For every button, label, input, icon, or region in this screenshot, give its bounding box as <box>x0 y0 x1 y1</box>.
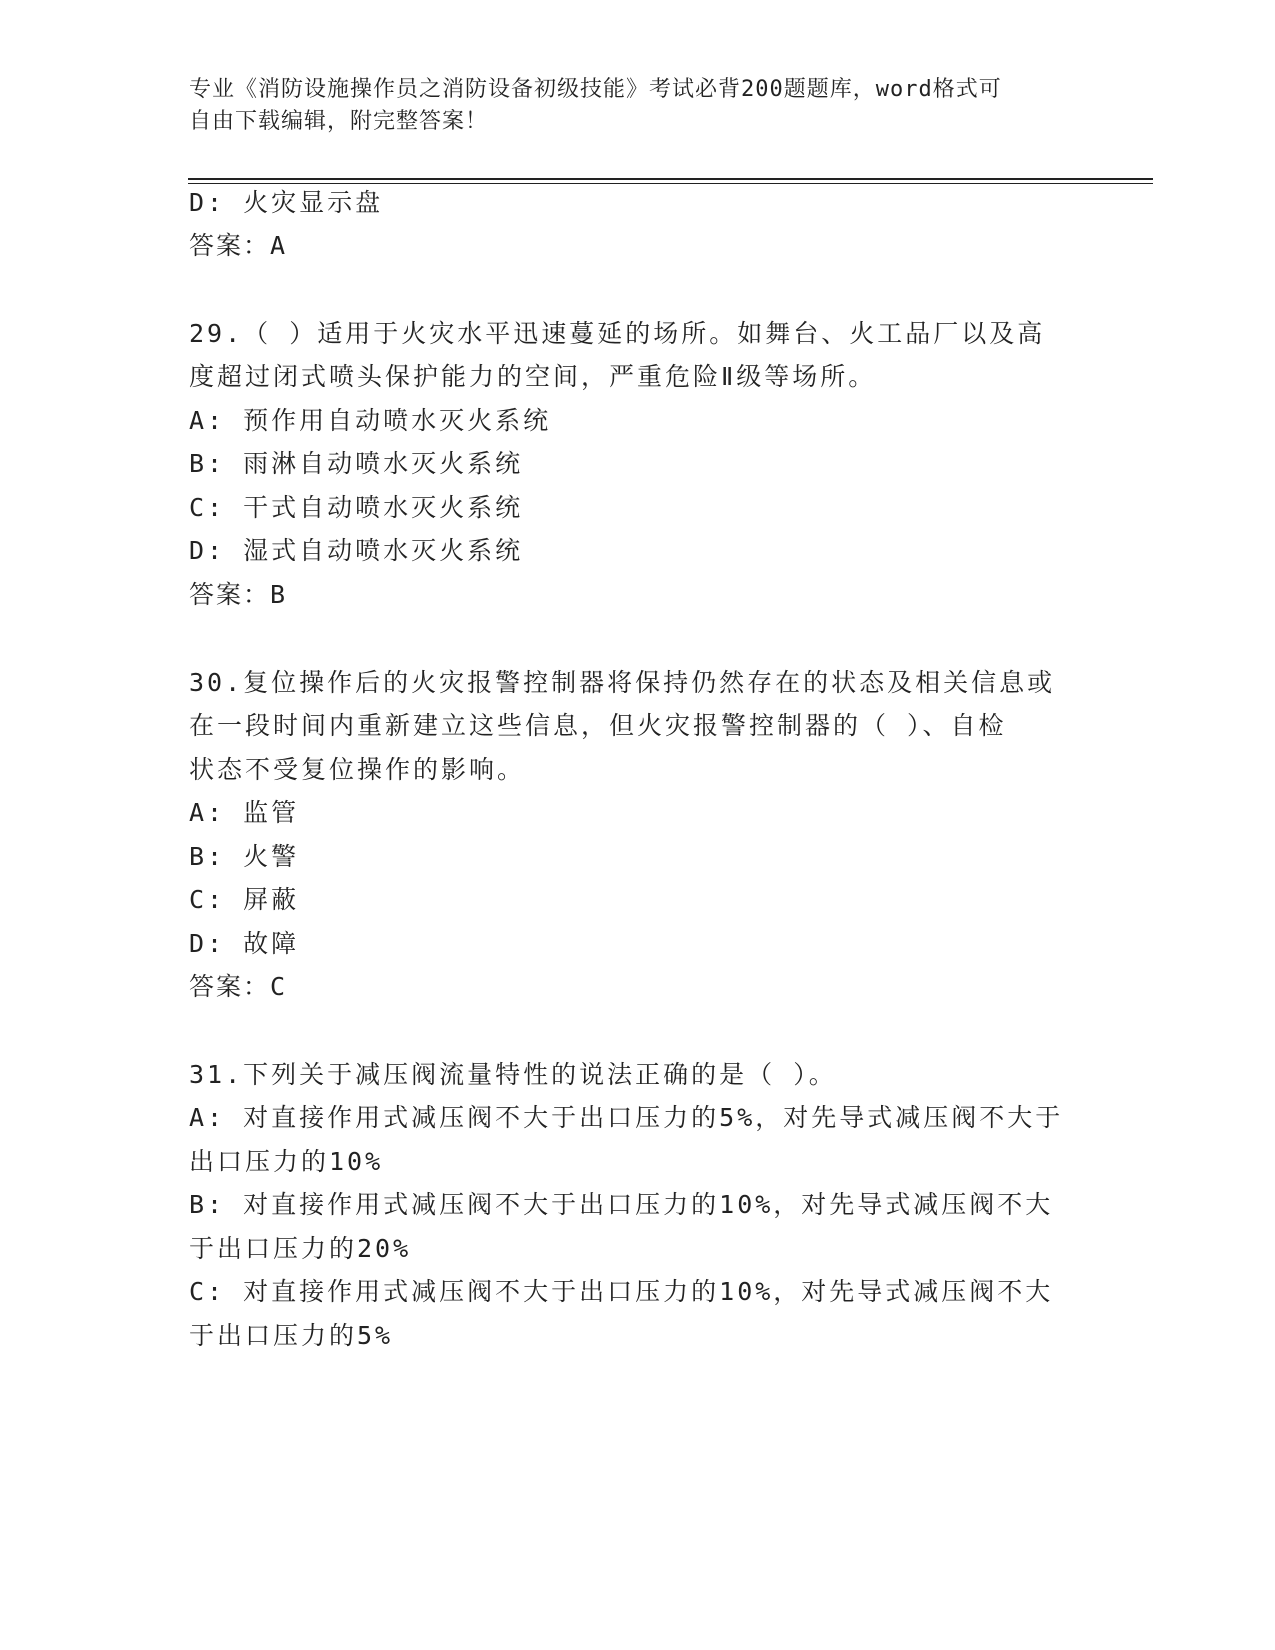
q30-stem-line-3: 状态不受复位操作的影响。 <box>189 755 526 784</box>
q30-stem-line-2: 在一段时间内重新建立这些信息，但火灾报警控制器的（ ）、自检 <box>189 711 1007 740</box>
q30-stem-line-1: 30.复位操作后的火灾报警控制器将保持仍然存在的状态及相关信息或 <box>189 668 1056 697</box>
q29-option-b: B: 雨淋自动喷水灭火系统 <box>189 449 524 478</box>
q29-stem-line-1: 29.（ ）适用于火灾水平迅速蔓延的场所。如舞台、火工品厂以及高 <box>189 319 1046 348</box>
header-divider-thick <box>188 178 1153 180</box>
header-divider-thin <box>188 183 1153 184</box>
q31-option-c-line-1: C: 对直接作用式减压阀不大于出口压力的10%，对先导式减压阀不大 <box>189 1277 1054 1306</box>
q31-option-b-line-1: B: 对直接作用式减压阀不大于出口压力的10%，对先导式减压阀不大 <box>189 1190 1054 1219</box>
prev-option-d: D: 火灾显示盘 <box>189 188 384 217</box>
header-line-1: 专业《消防设施操作员之消防设备初级技能》考试必背200题题库，word格式可 <box>189 77 1002 102</box>
q30-option-a: A: 监管 <box>189 798 300 827</box>
q29-answer: 答案：B <box>189 580 288 609</box>
q31-option-b-line-2: 于出口压力的20% <box>189 1234 412 1263</box>
q29-stem-line-2: 度超过闭式喷头保护能力的空间，严重危险Ⅱ级等场所。 <box>189 362 877 391</box>
prev-answer: 答案：A <box>189 231 288 260</box>
q30-option-d: D: 故障 <box>189 929 300 958</box>
q31-stem-line-1: 31.下列关于减压阀流量特性的说法正确的是（ ）。 <box>189 1060 837 1089</box>
page-header <box>189 74 1069 138</box>
q31-option-c-line-2: 于出口压力的5% <box>189 1321 394 1350</box>
q30-option-c: C: 屏蔽 <box>189 885 300 914</box>
q30-option-b: B: 火警 <box>189 842 300 871</box>
q30-answer: 答案：C <box>189 972 288 1001</box>
q31-option-a-line-1: A: 对直接作用式减压阀不大于出口压力的5%，对先导式减压阀不大于 <box>189 1103 1064 1132</box>
q31-option-a-line-2: 出口压力的10% <box>189 1147 384 1176</box>
q29-option-a: A: 预作用自动喷水灭火系统 <box>189 406 552 435</box>
q29-option-c: C: 干式自动喷水灭火系统 <box>189 493 524 522</box>
header-line-2: 自由下载编辑，附完整答案！ <box>189 109 489 134</box>
q29-option-d: D: 湿式自动喷水灭火系统 <box>189 536 524 565</box>
